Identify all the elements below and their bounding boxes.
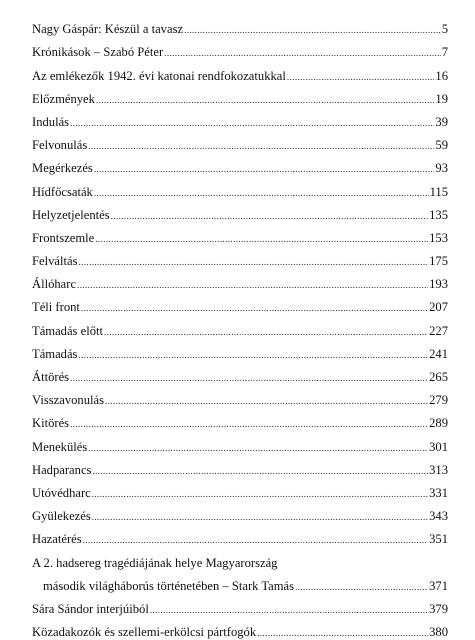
toc-entry-title-line1 <box>32 547 448 570</box>
toc-entry[interactable] <box>32 107 448 130</box>
dot-leader <box>70 416 428 431</box>
toc-entry-title: Áttörés <box>32 370 70 384</box>
toc-entry[interactable] <box>32 431 448 454</box>
toc-entry-title: Utóvédharc <box>32 485 91 500</box>
toc-entry-page: 371 <box>429 578 448 593</box>
dot-leader <box>70 115 434 130</box>
dot-leader <box>83 532 428 547</box>
toc-entry-title: Támadás <box>32 346 78 361</box>
toc-entry[interactable] <box>32 130 448 153</box>
toc-entry-title: Téli front <box>32 300 80 315</box>
toc-entry-title: Megérkezés <box>32 161 93 176</box>
toc-entry[interactable] <box>32 37 448 60</box>
toc-entry-title: Nagy Gáspár: Készül a tavasz <box>32 22 184 37</box>
toc-entry-title: Sára Sándor interjúiból <box>32 601 149 616</box>
toc-entry[interactable] <box>32 14 448 37</box>
toc-entry-title: Hazatérés <box>32 532 82 547</box>
toc-entry-title: Helyzetjelentés <box>32 207 110 222</box>
toc-entry-title: Állóharc <box>32 277 77 292</box>
toc-entry-title-line2-text: második világháborús történetében – Stark Tamás <box>43 578 295 593</box>
toc-entry-title: Az emlékezők 1942. évi katonai rendfokozatukkal <box>32 68 286 83</box>
dot-leader <box>78 347 428 362</box>
toc-entry-title: Visszavonulás <box>32 393 104 408</box>
toc-entry-title: Krónikások – Szabó Péter <box>32 45 164 60</box>
toc-entry-title: Hadparancs <box>32 462 92 477</box>
toc-entry[interactable] <box>32 84 448 107</box>
toc-entry-page: 379 <box>429 601 448 616</box>
toc-entry[interactable] <box>32 617 448 640</box>
dot-leader <box>78 254 428 269</box>
dot-leader <box>164 45 441 60</box>
toc-entry-page: 193 <box>429 277 448 292</box>
dot-leader <box>70 370 428 385</box>
toc-entry-page: 331 <box>429 485 448 500</box>
dot-leader <box>150 602 428 617</box>
toc-entry-title: Frontszemle <box>32 230 95 245</box>
toc-entry[interactable] <box>32 200 448 223</box>
dot-leader <box>94 185 429 200</box>
table-of-contents <box>32 14 448 640</box>
toc-entry[interactable] <box>32 315 448 338</box>
toc-entry[interactable] <box>32 176 448 199</box>
toc-entry-page: 59 <box>435 138 448 153</box>
toc-entry[interactable] <box>32 223 448 246</box>
dot-leader <box>184 22 441 37</box>
toc-entry-page: 135 <box>429 207 448 222</box>
toc-entry-page: 175 <box>429 254 448 269</box>
dot-leader <box>92 463 428 478</box>
toc-entry[interactable] <box>32 362 448 385</box>
toc-entry-title-line2 <box>32 571 448 594</box>
toc-entry[interactable] <box>32 60 448 83</box>
dot-leader <box>105 393 428 408</box>
toc-entry[interactable] <box>32 408 448 431</box>
toc-entry-page: 301 <box>429 439 448 454</box>
dot-leader <box>92 509 428 524</box>
toc-entry-page: 7 <box>441 45 448 60</box>
toc-entry-page: 380 <box>429 625 448 640</box>
toc-entry[interactable] <box>32 524 448 547</box>
dot-leader <box>81 300 428 315</box>
toc-entry-page: 343 <box>429 509 448 524</box>
toc-entry-page: 39 <box>435 114 448 129</box>
toc-entry-multiline[interactable] <box>32 547 448 593</box>
toc-entry-page: 19 <box>435 91 448 106</box>
toc-entry-page: 351 <box>429 532 448 547</box>
toc-entry-title: Kitörés <box>32 416 70 431</box>
toc-entry-title: Menekülés <box>32 439 88 454</box>
toc-entry-title: Közadakozók és szellemi-erkölcsi pártfogók <box>32 625 257 640</box>
toc-entry-title: Támadás előtt <box>32 323 103 338</box>
toc-entry-title: Előzmények <box>32 91 95 106</box>
dot-leader <box>88 138 434 153</box>
toc-entry-page: 5 <box>441 22 448 37</box>
dot-leader <box>287 69 435 84</box>
toc-entry-page: 93 <box>435 161 448 176</box>
toc-entry-page: 241 <box>429 346 448 361</box>
dot-leader <box>111 208 428 223</box>
toc-entry-page: 16 <box>435 68 448 83</box>
toc-entry[interactable] <box>32 269 448 292</box>
dot-leader <box>88 440 428 455</box>
toc-entry-page: 227 <box>429 323 448 338</box>
dot-leader <box>77 277 428 292</box>
toc-entry[interactable] <box>32 501 448 524</box>
toc-entry[interactable] <box>32 385 448 408</box>
dot-leader <box>92 486 428 501</box>
toc-entry-page: 279 <box>429 393 448 408</box>
toc-entry[interactable] <box>32 478 448 501</box>
dot-leader <box>104 324 428 339</box>
toc-entry-title: Felváltás <box>32 254 78 269</box>
dot-leader <box>95 231 428 246</box>
dot-leader <box>257 625 428 640</box>
toc-entry-page: 313 <box>429 462 448 477</box>
toc-entry[interactable] <box>32 153 448 176</box>
toc-entry-title: Indulás <box>32 114 70 129</box>
toc-entry-title: Felvonulás <box>32 138 88 153</box>
toc-entry[interactable] <box>32 455 448 478</box>
toc-entry-page: 153 <box>429 230 448 245</box>
dot-leader <box>295 579 428 594</box>
toc-entry-page: 265 <box>429 370 448 384</box>
toc-entry-page: 207 <box>429 300 448 315</box>
toc-entry-title-line1-text: A 2. hadsereg tragédiájának helye Magyarország <box>32 555 278 570</box>
toc-entry-title: Hídfőcsaták <box>32 184 93 199</box>
toc-entry-page: 115 <box>429 184 448 199</box>
toc-entry[interactable] <box>32 292 448 315</box>
toc-entry[interactable] <box>32 594 448 617</box>
toc-entry-page: 289 <box>429 416 448 431</box>
dot-leader <box>94 161 435 176</box>
toc-entry[interactable] <box>32 246 448 269</box>
dot-leader <box>96 92 434 107</box>
toc-entry-title: Gyülekezés <box>32 509 91 524</box>
toc-entry[interactable] <box>32 339 448 362</box>
